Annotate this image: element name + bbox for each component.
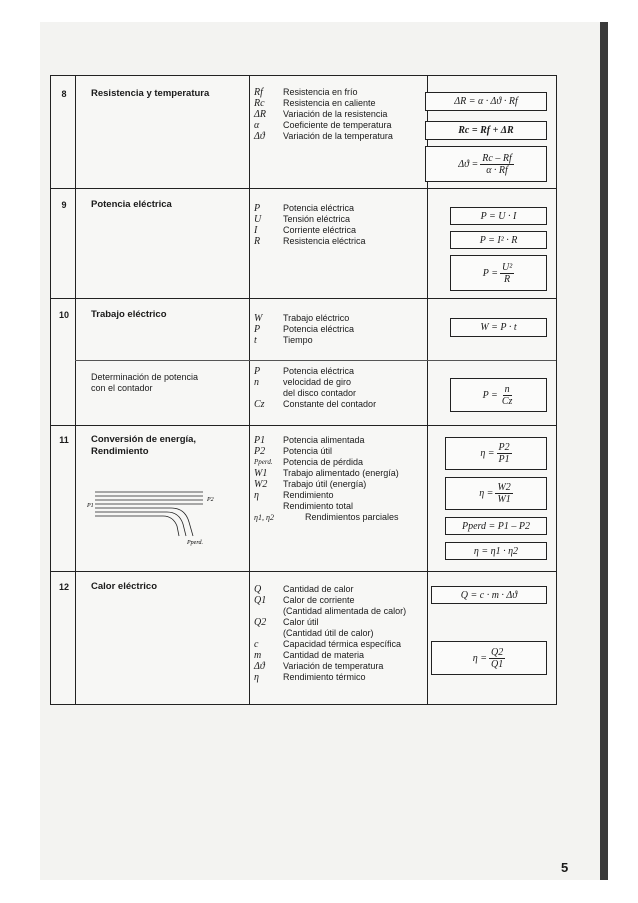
- formula-box: P = $\frac{\text{U²}}{R}$: [450, 255, 547, 291]
- diagram-label-input: P1: [87, 503, 94, 509]
- section-title: Trabajo eléctrico: [91, 309, 167, 320]
- symbol-list: P U I R: [254, 203, 262, 247]
- formula-box: Q = c · m · Δϑ: [431, 586, 547, 604]
- energy-flow-diagram: [85, 478, 235, 548]
- formula-box: η = $\frac{P2}{P1}$: [445, 437, 547, 470]
- diagram-label-output: P2: [207, 497, 214, 503]
- formula-box: P = I² · R: [450, 231, 547, 249]
- formula-box: W = P · t: [450, 318, 547, 337]
- description-list: Trabajo eléctrico Potencia eléctrica Tiempo: [283, 313, 355, 345]
- description-list: Potencia eléctrica Tensión eléctrica Corriente eléctrica Resistencia eléctrica: [283, 203, 366, 246]
- description-list: Potencia alimentada Potencia útil Potencia de pérdida Trabajo alimentado (energía) Trabajo útil (energía) Rendimiento Rendimiento total Rendimientos parciales: [283, 435, 399, 522]
- symbol-list: Rf Rc ΔR α Δϑ: [254, 87, 266, 142]
- section-title: Potencia eléctrica: [91, 199, 172, 210]
- symbol-list: Q Q1 Q2 c m Δϑ η: [254, 584, 267, 683]
- scan-edge-shadow: [600, 22, 608, 880]
- row-divider: [51, 298, 556, 299]
- section-number: 12: [58, 582, 69, 592]
- section-title: Resistencia y temperatura: [91, 88, 210, 99]
- section-title: Calor eléctrico: [91, 581, 157, 592]
- diagram-label-loss: Pperd.: [187, 540, 203, 546]
- section-number: 8: [61, 89, 67, 99]
- section-number: 11: [59, 435, 69, 445]
- formula-table: [50, 75, 557, 705]
- symbol-list: P1 P2 Pperd. W1 W2 η η1, η2: [254, 435, 274, 522]
- row-divider: [51, 188, 556, 189]
- description-list: Resistencia en frío Resistencia en caliente Variación de la resistencia Coeficiente de temperatura Variación de la temperatura: [283, 87, 393, 141]
- column-divider-number: [75, 76, 76, 704]
- subsection-title: Determinación de potencia con el contador: [91, 372, 199, 393]
- row-divider: [51, 571, 556, 572]
- formula-box: η = $\frac{Q2}{Q1}$: [431, 641, 547, 675]
- formula-box: Rc = Rf + ΔR: [425, 121, 547, 140]
- formula-box: P = U · I: [450, 207, 547, 225]
- formula-box: P = $\frac{n}{Cz}$: [450, 378, 547, 412]
- section-title: Conversión de energía, Rendimiento: [91, 434, 197, 457]
- column-divider-title: [249, 76, 250, 704]
- description-list: Potencia eléctrica velocidad de giro del disco contador Constante del contador: [283, 366, 377, 409]
- section-number: 9: [61, 200, 67, 210]
- description-list: Cantidad de calor Calor de corriente (Cantidad alimentada de calor) Calor útil (Cantidad útil de calor) Capacidad térmica específica Cantidad de materia Variación de temperatura Rendimiento térmico: [283, 584, 407, 682]
- formula-box: ΔR = α · Δϑ · Rf: [425, 92, 547, 111]
- section-number: 10: [58, 310, 69, 320]
- row-divider: [51, 425, 556, 426]
- formula-box: Δϑ = $\frac{Rc - Rf}{\alpha \cdot Rf}$: [425, 146, 547, 182]
- symbol-list: P n Cz: [254, 366, 265, 410]
- formula-box: η = η1 · η2: [445, 542, 547, 560]
- formula-box: Pperd = P1 – P2: [445, 517, 547, 535]
- symbol-list: W P t: [254, 313, 263, 346]
- page-number: 5: [561, 860, 569, 875]
- formula-box: η = $\frac{W2}{W1}$: [445, 477, 547, 510]
- row-divider-sub: [75, 360, 556, 361]
